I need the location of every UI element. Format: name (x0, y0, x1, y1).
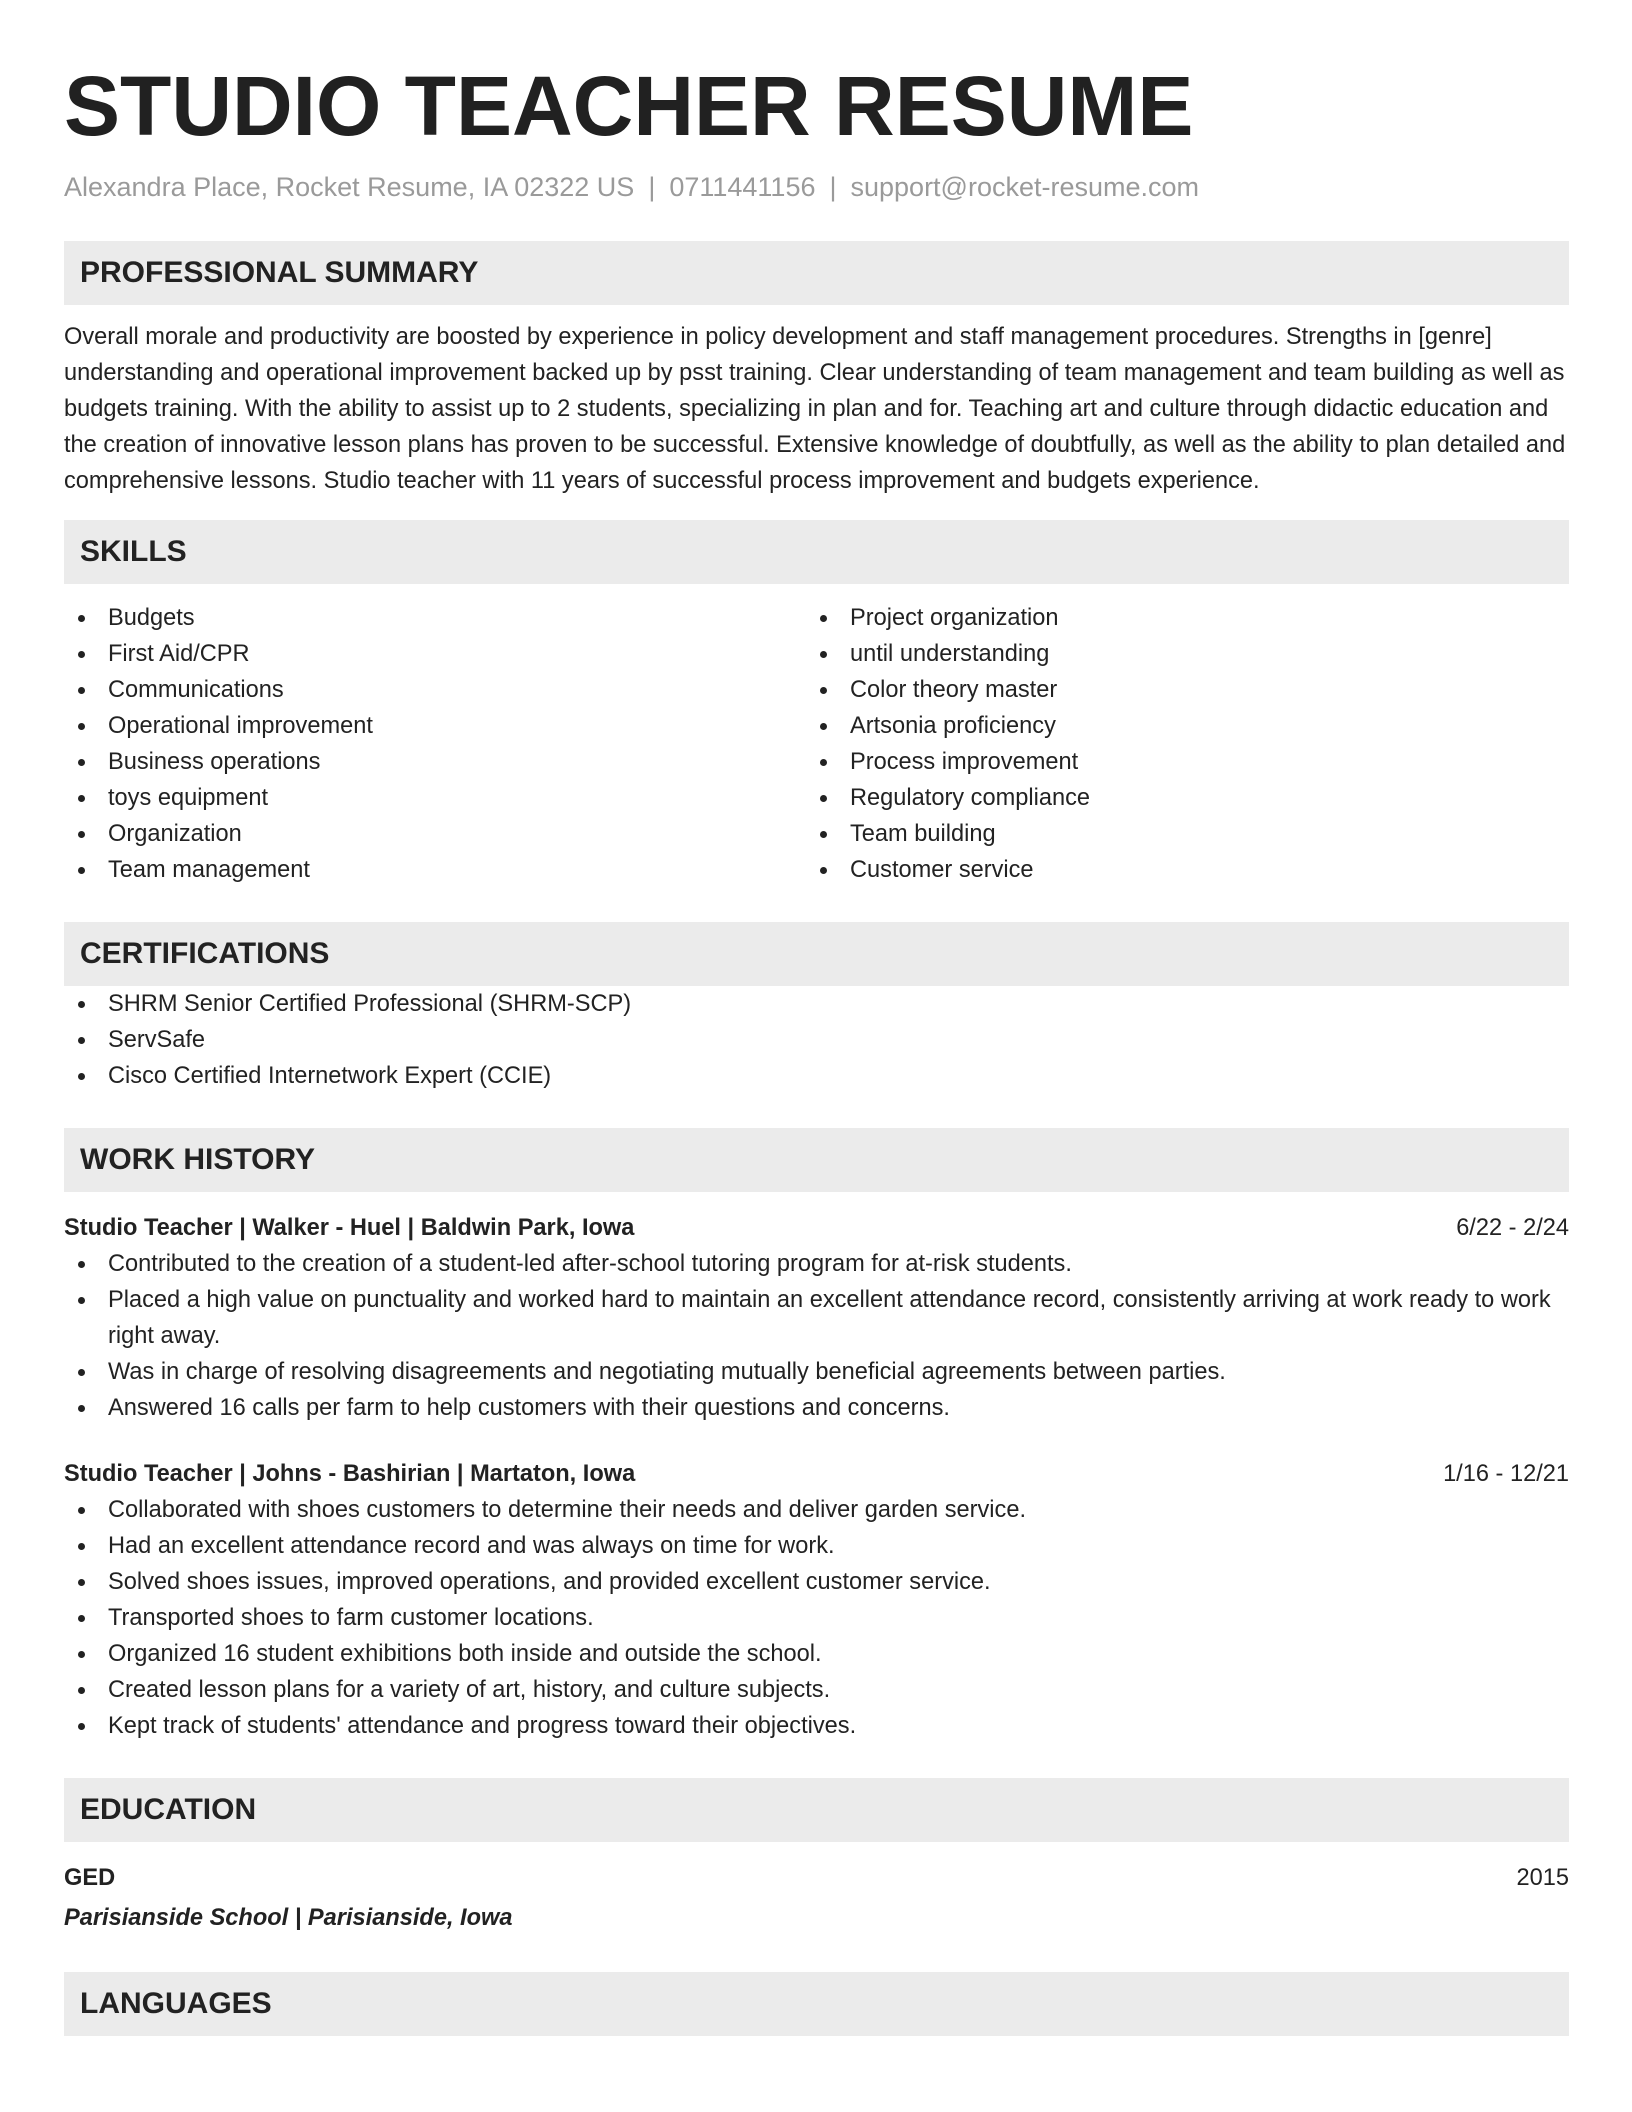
skill-item: Process improvement (806, 744, 1548, 780)
job-header (64, 1210, 1569, 1246)
job-duties (64, 1492, 1569, 1744)
skills-left-column (64, 600, 806, 888)
skill-item: Customer service (806, 852, 1548, 888)
bullet-dot (78, 1615, 85, 1622)
skill-item: Artsonia proficiency (806, 708, 1548, 744)
skill-item: Communications (64, 672, 806, 708)
contact-separator: | (648, 172, 656, 202)
job-duty-item: Solved shoes issues, improved operations, and provided excellent customer service. (64, 1564, 1569, 1600)
job-duty-item: Kept track of students' attendance and progress toward their objectives. (64, 1708, 1569, 1744)
job-duty-item: Organized 16 student exhibitions both inside and outside the school. (64, 1636, 1569, 1672)
skill-item: Budgets (64, 600, 806, 636)
job-title: Studio Teacher | Walker - Huel | Baldwin Park, Iowa (64, 1215, 635, 1241)
bullet-dot (78, 1037, 85, 1044)
certifications-list (64, 986, 1569, 1094)
skill-item: toys equipment (64, 780, 806, 816)
certification-item: ServSafe (64, 1022, 1569, 1058)
job-entry (64, 1456, 1569, 1744)
skill-item: Team management (64, 852, 806, 888)
job-duty-item: Collaborated with shoes customers to determine their needs and deliver garden service. (64, 1492, 1569, 1528)
job-duty-item: Transported shoes to farm customer locations. (64, 1600, 1569, 1636)
job-dates: 1/16 - 12/21 (1443, 1461, 1569, 1487)
job-duty-item: Answered 16 calls per farm to help customers with their questions and concerns. (64, 1390, 1569, 1426)
bullet-dot (78, 723, 85, 730)
skill-item: Color theory master (806, 672, 1548, 708)
bullet-dot (78, 1507, 85, 1514)
bullet-dot (78, 867, 85, 874)
job-duties (64, 1246, 1569, 1426)
skill-item: Project organization (806, 600, 1548, 636)
skill-item: Operational improvement (64, 708, 806, 744)
contact-phone: 0711441156 (669, 172, 816, 202)
bullet-dot (78, 759, 85, 766)
job-duty-item: Was in charge of resolving disagreements and negotiating mutually beneficial agreements between parties. (64, 1354, 1569, 1390)
bullet-dot (78, 795, 85, 802)
summary-text: Overall morale and productivity are boosted by experience in policy development and staff management procedures. Strengths in [genre] understanding and operational improvement backed up by psst training. Clear understanding of team management and team building as well as budgets training. With the ability to assist up to 2 students, specializing in plan and for. Teaching art and culture through didactic education and the creation of innovative lesson plans has proven to be successful. Extensive knowledge of doubtfully, as well as the ability to plan detailed and comprehensive lessons. Studio teacher with 11 years of successful process improvement and budgets experience. (64, 324, 1566, 494)
skills-heading: SKILLS (64, 520, 1569, 584)
education-degree: GED (64, 1865, 116, 1891)
languages-heading: LANGUAGES (64, 1972, 1569, 2036)
bullet-dot (78, 1723, 85, 1730)
resume-title: STUDIO TEACHER RESUME (64, 59, 1194, 153)
resume-page (64, 0, 1569, 2036)
education-header (64, 1860, 1569, 1896)
education-school: Parisianside School | Parisianside, Iowa (64, 1905, 513, 1931)
certification-item: SHRM Senior Certified Professional (SHRM-SCP) (64, 986, 1569, 1022)
bullet-dot (820, 795, 827, 802)
contact-email: support@rocket-resume.com (850, 172, 1200, 202)
bullet-dot (78, 687, 85, 694)
certifications-heading: CERTIFICATIONS (64, 922, 1569, 986)
bullet-dot (78, 1405, 85, 1412)
bullet-dot (78, 1687, 85, 1694)
skill-item: until understanding (806, 636, 1548, 672)
bullet-dot (78, 1261, 85, 1268)
bullet-dot (820, 831, 827, 838)
bullet-dot (820, 759, 827, 766)
certification-item: Cisco Certified Internetwork Expert (CCIE) (64, 1058, 1569, 1094)
skill-item: Organization (64, 816, 806, 852)
job-duty-item: Contributed to the creation of a student-led after-school tutoring program for at-risk students. (64, 1246, 1569, 1282)
bullet-dot (78, 831, 85, 838)
bullet-dot (78, 1651, 85, 1658)
bullet-dot (78, 1543, 85, 1550)
skill-item: Team building (806, 816, 1548, 852)
bullet-dot (78, 1369, 85, 1376)
skill-item: Business operations (64, 744, 806, 780)
work-history-heading: WORK HISTORY (64, 1128, 1569, 1192)
bullet-dot (820, 687, 827, 694)
skill-item: Regulatory compliance (806, 780, 1548, 816)
bullet-dot (820, 723, 827, 730)
job-entry (64, 1210, 1569, 1426)
job-title: Studio Teacher | Johns - Bashirian | Martaton, Iowa (64, 1461, 636, 1487)
bullet-dot (820, 867, 827, 874)
education-year: 2015 (1516, 1865, 1569, 1891)
bullet-dot (820, 651, 827, 658)
contact-separator: | (829, 172, 837, 202)
bullet-dot (820, 615, 827, 622)
job-duty-item: Had an excellent attendance record and was always on time for work. (64, 1528, 1569, 1564)
job-duty-item: Created lesson plans for a variety of art, history, and culture subjects. (64, 1672, 1569, 1708)
bullet-dot (78, 615, 85, 622)
skills-grid (64, 600, 1569, 888)
job-dates: 6/22 - 2/24 (1456, 1215, 1569, 1241)
bullet-dot (78, 1073, 85, 1080)
bullet-dot (78, 1001, 85, 1008)
bullet-dot (78, 651, 85, 658)
bullet-dot (78, 1579, 85, 1586)
contact-line (64, 170, 1569, 204)
bullet-dot (78, 1297, 85, 1304)
job-header (64, 1456, 1569, 1492)
education-heading: EDUCATION (64, 1778, 1569, 1842)
job-duty-item: Placed a high value on punctuality and worked hard to maintain an excellent attendance record, consistently arriving at work ready to work right away. (64, 1282, 1569, 1354)
contact-address: Alexandra Place, Rocket Resume, IA 02322 US (64, 172, 635, 202)
skill-item: First Aid/CPR (64, 636, 806, 672)
skills-right-column (806, 600, 1548, 888)
summary-heading: PROFESSIONAL SUMMARY (64, 241, 1569, 305)
